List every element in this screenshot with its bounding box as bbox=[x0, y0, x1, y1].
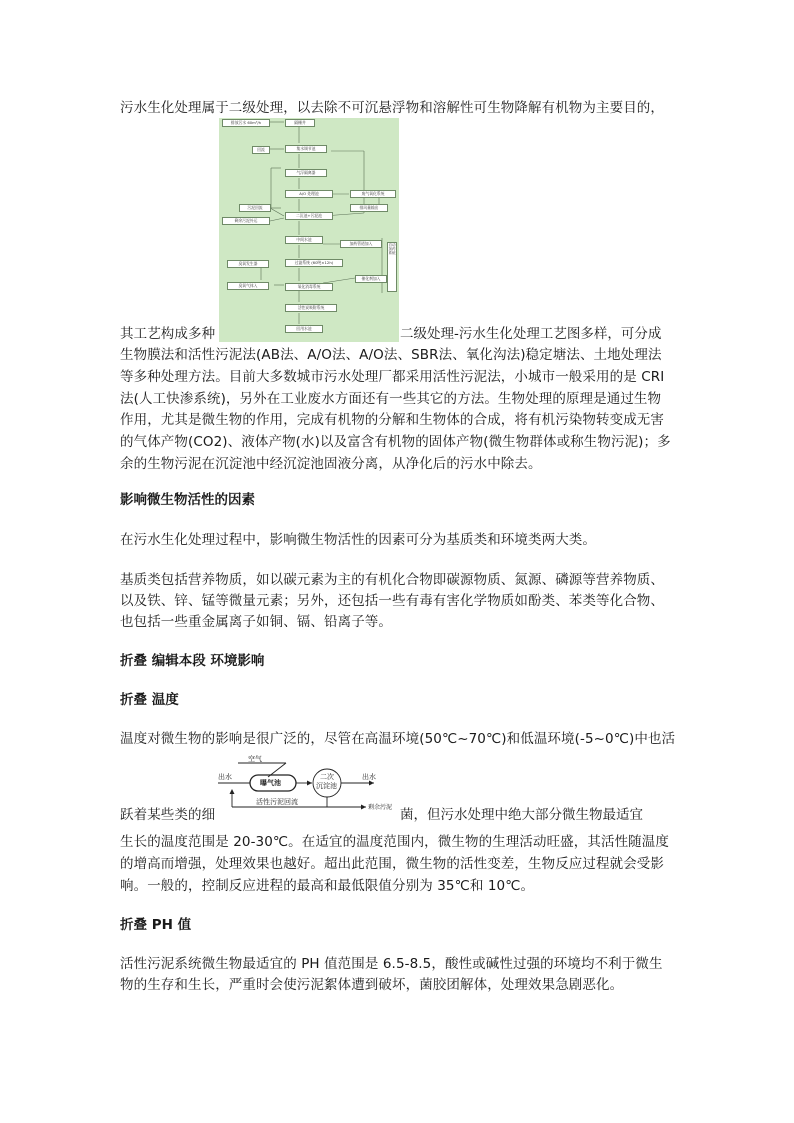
paragraph4-line1: 温度对微生物的影响是很广泛的，尽管在高温环境(50℃~70℃)和低温环境(-5~0℃)中也活 bbox=[120, 731, 676, 747]
flowchart-box: 回用水池 bbox=[285, 325, 323, 333]
process-clarifier-line1: 二次 bbox=[320, 773, 334, 781]
paragraph1-line5: 法(人工快渗系统)，另外在工业废水方面还有一些其它的方法。生物处理的原理是通过生物 bbox=[120, 391, 662, 407]
paragraph1-line4: 等多种处理方法。目前大多数城市污水处理厂都采用活性污泥法，小城市一般采用的是 CRI bbox=[120, 369, 665, 385]
paragraph3-line2: 以及铁、锌、锰等微量元素；另外，还包括一些有毒有害化学物质如酚类、苯类等化合物、 bbox=[120, 593, 664, 609]
flowchart-box: 过滤系统 (60吨×12h) bbox=[285, 259, 343, 267]
flowchart-box: 排风量输出 bbox=[350, 204, 388, 212]
flowchart-box: 中间水池 bbox=[285, 236, 323, 244]
heading-microbial-activity-factors: 影响微生物活性的因素 bbox=[120, 492, 255, 508]
process-flowchart-image bbox=[219, 118, 399, 342]
flowchart-box: 气浮隔离器 bbox=[285, 169, 327, 177]
paragraph1-line8: 余的生物污泥在沉淀池中经沉淀池固液分离，从净化后的污水中除去。 bbox=[120, 456, 542, 472]
paragraph2: 在污水生化处理过程中，影响微生物活性的因素可分为基质类和环境类两大类。 bbox=[120, 532, 596, 548]
paragraph1-line7: 的气体产物(CO2)、液体产物(水)以及富含有机物的固体产物(微生物群体或称生物污泥)；多 bbox=[120, 434, 671, 450]
paragraph5-line2: 物的生存和生长，严重时会使污泥絮体遭到破坏，菌胶团解体，处理效果急剧恶化。 bbox=[120, 977, 624, 993]
flowchart-box: A/O 处理池 bbox=[285, 190, 333, 198]
process-return-sludge: 活性污泥回流 bbox=[256, 798, 298, 806]
flowchart-box: 二沉池+污泥池 bbox=[285, 212, 333, 220]
flowchart-box: 污泥回流 bbox=[239, 204, 271, 212]
flowchart-box: 活性炭吸附系统 bbox=[285, 304, 337, 312]
paragraph1-line2-end: 二级处理-污水生化处理工艺图多样，可分成 bbox=[400, 326, 662, 342]
flowchart-box: 臭氧发生器 bbox=[227, 260, 269, 268]
paragraph5-line1: 活性污泥系统微生物最适宜的 PH 值范围是 6.5-8.5，酸性或碱性过强的环境均不利于微生 bbox=[120, 956, 663, 972]
activated-sludge-diagram bbox=[216, 755, 399, 821]
paragraph4-line4: 的增高而增强，处理效果也越好。超出此范围，微生物的活性变差，生物反应过程就会受影 bbox=[120, 856, 664, 872]
flowchart-box: 氧化消毒系统 bbox=[285, 283, 333, 291]
heading-ph-value: 折叠 PH 值 bbox=[120, 917, 192, 933]
flowchart-box: 催化剂加入 bbox=[355, 275, 387, 283]
paragraph4-line3: 生长的温度范围是 20-30℃。在适宜的温度范围内，微生物的生理活动旺盛，其活性随温度 bbox=[120, 834, 669, 850]
flowchart-box: 排放污水 60m³/h bbox=[222, 119, 270, 127]
process-aeration-tank: 曝气池 bbox=[260, 779, 281, 787]
heading-environment-influence: 折叠 编辑本段 环境影响 bbox=[120, 653, 265, 669]
process-outlet-left: 出水 bbox=[218, 773, 232, 781]
process-outlet-right: 出水 bbox=[362, 773, 376, 781]
paragraph1-line2-start: 其工艺构成多种 bbox=[120, 326, 216, 342]
paragraph3-line3: 也包括一些重金属离子如铜、镉、铅离子等。 bbox=[120, 614, 392, 630]
flowchart-box: 臭氧气体入 bbox=[227, 282, 269, 290]
process-air-label: 空气 bbox=[248, 755, 262, 763]
process-clarifier-line2: 沉淀池 bbox=[316, 782, 337, 790]
paragraph1-line3: 生物膜法和活性污泥法(AB法、A/O法、A/O法、SBR法、氧化沟法)稳定塘法、土地处理法 bbox=[120, 347, 662, 363]
flowchart-box: 废气氧化系统 bbox=[350, 190, 396, 198]
paragraph4-line2-start: 跃着某些类的细 bbox=[120, 807, 216, 823]
heading-temperature: 折叠 温度 bbox=[120, 692, 179, 708]
paragraph1-line6: 作用，尤其是微生物的作用，完成有机物的分解和生物体的合成，将有机污染物转变成无害 bbox=[120, 412, 664, 428]
flowchart-box: 剩余污泥外运 bbox=[222, 217, 270, 225]
paragraph3-line1: 基质类包括营养物质，如以碳元素为主的有机化合物即碳源物质、氮源、磷源等营养物质、 bbox=[120, 572, 664, 588]
flowchart-box: 回流 bbox=[252, 146, 270, 154]
paragraph4-line2-end: 菌，但污水处理中绝大部分微生物最适宜 bbox=[400, 807, 643, 823]
flowchart-box: 集水调节池 bbox=[285, 145, 327, 153]
paragraph1-line1: 污水生化处理属于二级处理，以去除不可沉悬浮物和溶解性可生物降解有机物为主要目的， bbox=[120, 100, 664, 116]
process-excess-sludge: 剩余污泥 bbox=[368, 804, 393, 811]
flowchart-box: 隔栅井 bbox=[285, 119, 315, 127]
flowchart-box: 加药管道加入 bbox=[340, 240, 382, 248]
flowchart-box: 自动加药系统 bbox=[387, 242, 397, 292]
paragraph4-line5: 响。一般的，控制反应进程的最高和最低限值分别为 35℃和 10℃。 bbox=[120, 878, 535, 894]
